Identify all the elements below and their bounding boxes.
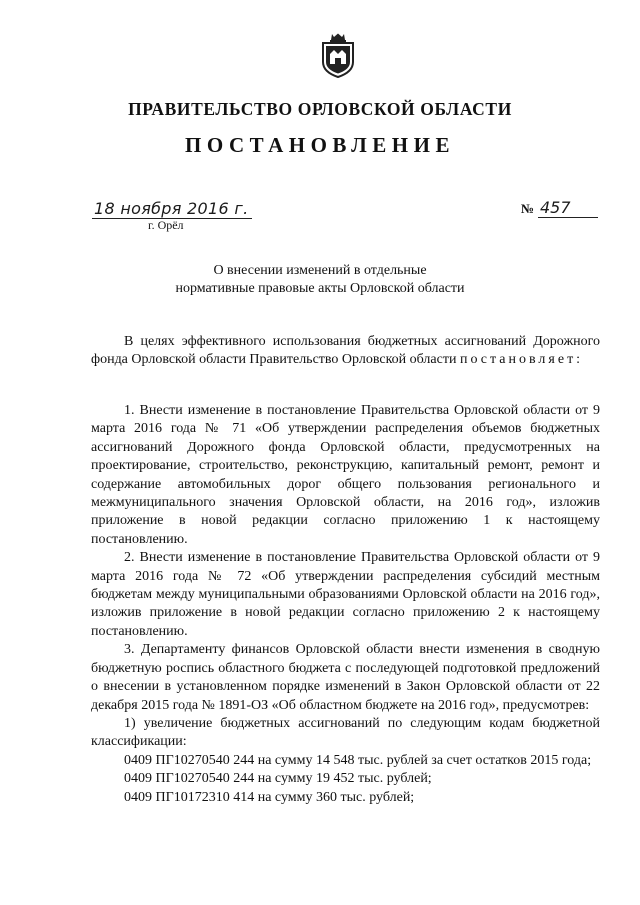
decree-subject [0, 262, 640, 298]
decree-items [91, 402, 600, 807]
preamble [91, 333, 600, 370]
decree-word: постановляет: [459, 352, 584, 368]
government-title: ПРАВИТЕЛЬСТВО ОРЛОВСКОЙ ОБЛАСТИ [128, 99, 512, 119]
decree-number: 457 [540, 198, 571, 217]
budget-code-line: 0409 ПГ10270540 244 на сумму 19 452 тыс. рублей; [124, 771, 432, 787]
budget-code-line: 0409 ПГ10172310 414 на сумму 360 тыс. рублей; [124, 789, 415, 805]
decree-item-1: 1. Внести изменение в постановление Правительства Орловской области от 9 марта 2016 года № 71 «Об утверждении распределения объемов бюджетных ассигнований Дорожного фонда Орловской области, предусмотренных на проектирование, строительство, реконструкцию, капитальный ремонт, ремонт и содержание автомобильных дорог общего пользования регионального и межмуниципального значения Орловской области, на 2016 год», изложив приложение в новой редакции согласно приложению 1 к настоящему постановлению. [91, 403, 600, 547]
city: г. Орёл [148, 218, 184, 232]
number-label: № [521, 201, 535, 216]
decree-item-2: 2. Внести изменение в постановление Правительства Орловской области от 9 марта 2016 года № 72 «Об утверждении распределения субсидий местным бюджетам между муниципальными образованиями Орловской области на 2016 год», изложив приложение в новой редакции согласно приложению 2 к настоящему постановлению. [91, 550, 600, 639]
preamble-text: В целях эффективного использования бюджетных ассигнований Дорожного фонда Орловской области Правительство Орловской области [91, 334, 600, 368]
document-type: ПОСТАНОВЛЕНИЕ [185, 133, 455, 157]
decree-subitem-1: 1) увеличение бюджетных ассигнований по следующим кодам бюджетной классификации: [91, 715, 600, 750]
coat-of-arms-icon [320, 32, 356, 78]
subject-line-2: нормативные правовые акты Орловской области [175, 281, 465, 296]
decree-date: 18 ноября 2016 г. [94, 199, 249, 218]
decree-item-3: 3. Департаменту финансов Орловской области внести изменения в сводную бюджетную роспись областного бюджета с последующей подготовкой предложений о внесении в установленном порядке изменений в Закон Орловской области от 22 декабря 2015 года № 1891-ОЗ «Об областном бюджете на 2016 год», предусмотрев: [91, 642, 600, 713]
budget-code-line: 0409 ПГ10270540 244 на сумму 14 548 тыс. рублей за счет остатков 2015 года; [124, 752, 592, 768]
subject-line-1: О внесении изменений в отдельные [213, 263, 427, 278]
number-underline [538, 217, 598, 218]
